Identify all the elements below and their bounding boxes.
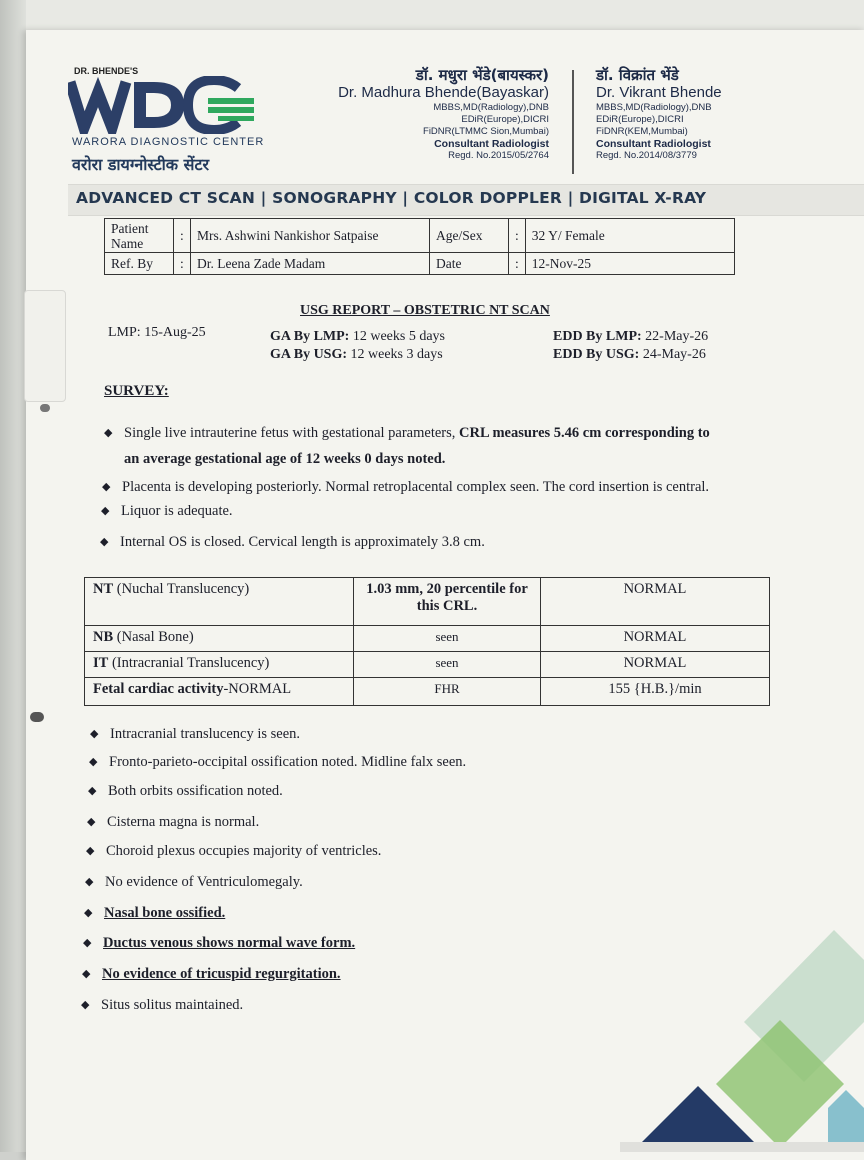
doctor2-name-hindi: डॉ. विक्रांत भेंडे [596,66,679,84]
edd-lmp-label: EDD By LMP: [553,329,642,344]
observation-item [86,838,382,864]
header-divider [572,70,574,174]
table-row [85,626,770,652]
observation-text: Both orbits ossification noted. [108,783,283,799]
doctor2-qual: EDiR(Europe),DICRI [596,114,684,125]
observation-text: Cisterna magna is normal. [107,814,260,830]
finding-label [85,678,354,706]
doctor2-qual: MBBS,MD(Radiology),DNB [596,102,712,113]
finding-label [85,578,354,626]
file-clip [24,290,66,402]
survey-text: Liquor is adequate. [121,503,233,519]
survey-text: Internal OS is closed. Cervical length is approximately 3.8 cm. [120,534,485,550]
finding-result: NORMAL [541,626,770,652]
doctor1-qual: FiDNR(LTMMC Sion,Mumbai) [423,126,549,137]
survey-item [104,420,804,472]
observation-text: Nasal bone ossified. [104,905,226,921]
date-label: Date [430,253,509,275]
survey-item [100,529,810,555]
doctor1-name-hindi: डॉ. मधुरा भेंडे(बायस्कर) [415,66,549,84]
survey-text: Single live intrauterine fetus with gestational parameters, [124,425,460,441]
survey-bold-text: an average gestational age of 12 weeks 0 days noted. [124,451,446,467]
finding-result: NORMAL [541,652,770,678]
ref-value: Dr. Leena Zade Madam [191,253,430,275]
doctor1-qual: EDiR(Europe),DICRI [461,114,549,125]
services-text: ADVANCED CT SCAN | SONOGRAPHY | COLOR DOPPLER | DIGITAL X-RAY [76,189,707,207]
doctor1-qual: MBBS,MD(Radiology),DNB [433,102,549,113]
finding-value: 1.03 mm, 20 percentile for this CRL. [354,578,541,626]
finding-label-bold: Fetal cardiac activity [93,681,224,697]
finding-label-rest: (Nasal Bone) [113,629,194,645]
survey-bold-text: CRL measures 5.46 cm corresponding to [459,425,710,441]
observation-text: Intracranial translucency is seen. [110,726,301,742]
doctor2-role: Consultant Radiologist [596,138,711,150]
agesex-label: Age/Sex [430,219,509,253]
patient-info-table [104,218,735,275]
bullet-icon: ◆ [82,968,91,980]
finding-label-rest: -NORMAL [223,681,292,697]
date-value: 12-Nov-25 [525,253,734,275]
observation-item [90,721,301,747]
agesex-value: 32 Y/ Female [525,219,734,253]
observation-item [83,930,356,956]
doctor1-name: Dr. Madhura Bhende(Bayaskar) [338,84,549,101]
ga-block [270,328,445,364]
bullet-icon: ◆ [104,427,113,439]
punch-hole [40,404,50,412]
bullet-icon: ◆ [90,728,99,740]
survey-item [101,498,811,524]
punch-hole [30,712,44,722]
background-scrap-text [80,0,83,10]
lmp-line [108,325,206,341]
finding-label-rest: (Intracranial Translucency) [108,655,270,671]
doctor2-name: Dr. Vikrant Bhende [596,84,722,101]
bullet-icon: ◆ [102,481,111,493]
finding-value: FHR [354,678,541,706]
doctor2-regd: Regd. No.2014/08/3779 [596,150,697,161]
patient-name-label: Patient Name [105,219,174,253]
observation-text: Choroid plexus occupies majority of ventricles. [106,843,382,859]
colon: : [509,219,526,253]
colon: : [174,219,191,253]
patient-name: Mrs. Ashwini Nankishor Satpaise [191,219,430,253]
observation-text: Situs solitus maintained. [101,997,244,1013]
bullet-icon: ◆ [84,907,93,919]
finding-result: NORMAL [541,578,770,626]
ref-label: Ref. By [105,253,174,275]
finding-label-rest: (Nuchal Translucency) [113,581,250,597]
bullet-icon: ◆ [89,756,98,768]
edd-usg-value: 24-May-26 [642,347,706,362]
ga-lmp-label: GA By LMP: [270,329,350,344]
observation-item [87,809,260,835]
observation-item [84,900,226,926]
bullet-icon: ◆ [87,816,96,828]
ga-usg-value: 12 weeks 3 days [350,347,443,362]
lmp-value: 15-Aug-25 [144,325,206,340]
observation-item [89,749,467,775]
survey-item [102,474,812,500]
doctor1-block [338,66,549,162]
edd-lmp-value: 22-May-26 [645,329,709,344]
bullet-icon: ◆ [85,876,94,888]
ga-usg-label: GA By USG: [270,347,348,362]
observation-text: No evidence of tricuspid regurgitation. [102,966,341,982]
colon: : [174,253,191,275]
finding-label-bold: NB [93,629,114,645]
doctor2-block [596,66,722,162]
bullet-icon: ◆ [101,505,110,517]
bullet-icon: ◆ [88,785,97,797]
center-name: WARORA DIAGNOSTIC CENTER [72,136,265,148]
center-name-hindi: वरोरा डायग्नोस्टीक सेंटर [72,155,210,174]
observation-text: Fronto-parieto-occipital ossification noted. Midline falx seen. [109,754,467,770]
binder-edge [0,0,26,1152]
edd-usg-label: EDD By USG: [553,347,640,362]
finding-label-bold: IT [93,655,109,671]
finding-value: seen [354,652,541,678]
bullet-icon: ◆ [83,937,92,949]
finding-label [85,626,354,652]
observation-text: Ductus venous shows normal wave form. [103,935,356,951]
survey-heading: SURVEY: [104,383,169,399]
wdc-logo [68,76,258,134]
observation-item [82,961,341,987]
findings-table [84,577,770,706]
finding-value: seen [354,626,541,652]
decorative-corner-graphic [620,930,864,1152]
bullet-icon: ◆ [100,536,109,548]
doctor1-regd: Regd. No.2015/05/2764 [448,150,549,161]
table-row [85,578,770,626]
colon: : [509,253,526,275]
doctor1-role: Consultant Radiologist [434,138,549,150]
observation-item [85,869,303,895]
finding-result: 155 {H.B.}/min [541,678,770,706]
lmp-label: LMP: [108,325,141,340]
bullet-icon: ◆ [86,845,95,857]
finding-label-bold: NT [93,581,114,597]
table-row [85,678,770,706]
report-title: USG REPORT – OBSTETRIC NT SCAN [300,303,550,318]
observation-text: No evidence of Ventriculomegaly. [105,874,303,890]
bullet-icon: ◆ [81,999,90,1011]
ga-lmp-value: 12 weeks 5 days [352,329,445,344]
edd-block [553,328,708,364]
observation-item [88,778,283,804]
finding-label [85,652,354,678]
observation-item [81,992,244,1018]
survey-text: Placenta is developing posteriorly. Normal retroplacental complex seen. The cord insertion is central. [122,479,710,495]
logo-top-text: DR. BHENDE'S [74,66,139,76]
table-row [85,652,770,678]
doctor2-qual: FiDNR(KEM,Mumbai) [596,126,688,137]
